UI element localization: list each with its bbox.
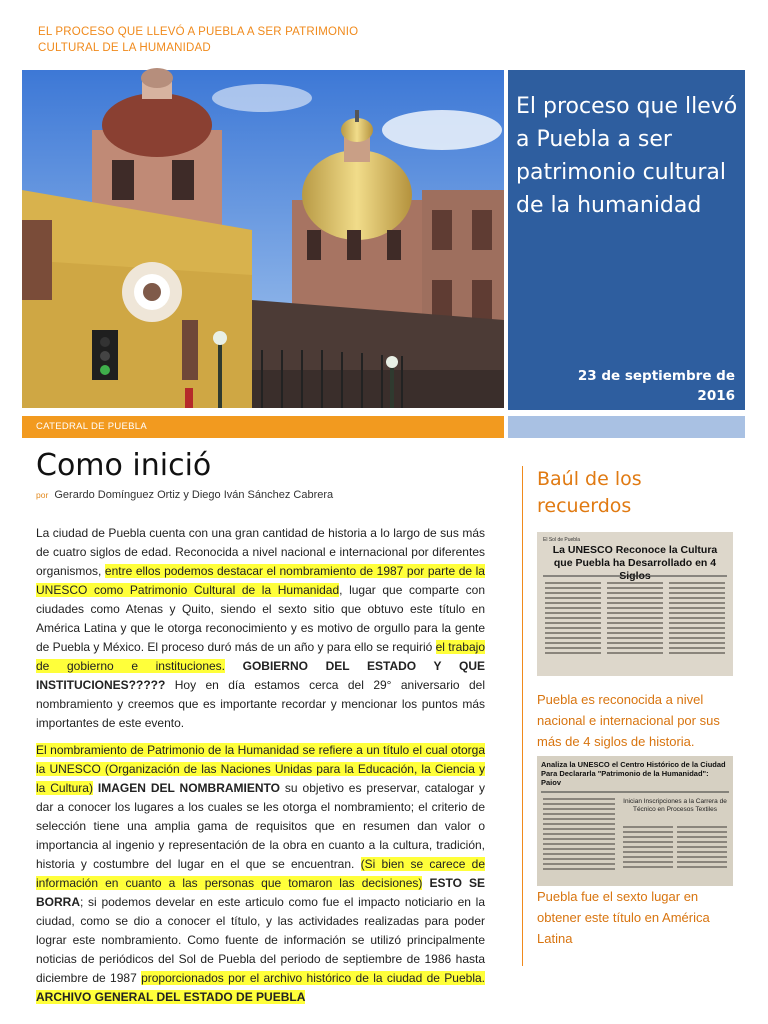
document-header xyxy=(38,24,368,56)
byline-prefix: por xyxy=(36,490,49,500)
text-span: La ciudad de Puebla cuenta con una gran cantidad de historia a lo largo de sus más de cuatro siglos de edad. Reconocida a nivel nacional e internacional por diferentes organismos, xyxy=(36,526,485,578)
clipping-2-caption: Puebla fue el sexto lugar en obtener este título en América Latina xyxy=(537,889,710,946)
accent-bar xyxy=(508,416,745,438)
sidebar-divider xyxy=(522,466,523,966)
clipping-1-headline: La UNESCO Reconoce la Cultura que Puebla ha Desarrollado en 4 Siglos xyxy=(552,544,718,582)
bold-note: ARCHIVO GENERAL DEL ESTADO DE PUEBLA xyxy=(36,990,306,1004)
text-span: Hoy en día estamos cerca del 29° aniversario del nombramiento y creemos que es importante recordar y mencionar los puntos más importantes de este evento. xyxy=(36,678,485,730)
sidebar-title: Baúl de los recuerdos xyxy=(537,468,642,517)
bold-note: GOBIERNO DEL ESTADO Y QUE INSTITUCIONES????? xyxy=(36,659,485,692)
photo-caption: CATEDRAL DE PUEBLA xyxy=(36,421,147,432)
highlighted-text: proporcionados por el archivo histórico de la ciudad de Puebla. xyxy=(141,971,485,985)
highlighted-text: (Si bien se carece de información en cuanto a las personas que tomaron las decisiones) xyxy=(36,857,485,890)
clipping-1-image xyxy=(537,532,733,676)
article-body xyxy=(36,524,485,1015)
title-panel xyxy=(508,70,745,410)
clipping-1-masthead: El Sol de Puebla xyxy=(543,537,580,544)
clipping-2-headline: Analiza la UNESCO el Centro Histórico de la Ciudad Para Declararla "Patrimonio de la Humanidad": Paiov xyxy=(541,760,726,787)
highlighted-text: El nombramiento de Patrimonio de la Humanidad se refiere a un título el cual otorga la UNESCO (Organización de las Naciones Unidas para la Educación, la Ciencia y la Cultura) xyxy=(36,743,485,795)
cathedral-photo xyxy=(22,70,504,408)
date-line-1: 23 de septiembre de xyxy=(577,368,735,384)
text-span: su objetivo es preservar, catalogar y dar a conocer los lugares a los cuales se les otorga el nombramiento; el criterio de selección tiene una amplia gama de requisitos que en resumen dan valor o importancia al ingenio y representación de la obra en cuanto a la cultura, tradición, historia y costumbre del lugar en el que se encuentran. xyxy=(36,781,485,871)
clipping-1-caption: Puebla es reconocida a nivel nacional e internacional por sus más de 4 siglos de historia. xyxy=(537,692,720,749)
highlighted-text: entre ellos podemos destacar el nombramiento de 1987 por parte de la UNESCO como Patrimonio Cultural de la Humanidad xyxy=(36,564,485,597)
highlighted-text: el trabajo de gobierno e instituciones. xyxy=(36,640,485,673)
header-line-2: CULTURAL DE LA HUMANIDAD xyxy=(38,42,211,54)
newspaper-clipping-2 xyxy=(537,756,733,886)
cathedral-illustration xyxy=(22,70,504,408)
date-line-2: 2016 xyxy=(697,388,735,404)
clipping-2-image xyxy=(537,756,733,886)
photo-caption-bar xyxy=(22,416,504,438)
byline xyxy=(36,489,333,501)
byline-authors: Gerardo Domínguez Ortiz y Diego Iván Sánchez Cabrera xyxy=(54,489,334,501)
clipping-2-subhead: Inician Inscripciones a la Carrera de Técnico en Procesos Textiles xyxy=(623,798,727,813)
paragraph-2 xyxy=(36,741,485,1007)
newspaper-clipping-1 xyxy=(537,532,733,676)
text-span: ; si podemos develar en este articulo como fue el impacto noticiario en la ciudad, como se dio a conocer el título, y las actividades realizadas para poder lograr este nombramiento. Como fuente de información se utilizó principalmente noticias de periódicos del Sol de Puebla del periodo de septiembre de 1986 hasta diciembre de 1987 xyxy=(36,895,485,985)
document-title: El proceso que llevó a Puebla a ser patrimonio cultural de la humanidad xyxy=(516,94,738,218)
bold-note: IMAGEN DEL NOMBRAMIENTO xyxy=(92,781,280,795)
bold-note: ESTO SE BORRA xyxy=(36,876,485,909)
article-title: Como inició xyxy=(36,448,212,483)
publication-date xyxy=(535,366,735,406)
paragraph-1 xyxy=(36,524,485,733)
text-span: , lugar que comparte con ciudades como Atenas y Quito, siendo el sexto sitio que obtuvo este título en América Latina y que le otorga reconocimiento y es motivo de orgullo para la gente de Puebla y México. El proceso duró más de un año y para ello se requirió xyxy=(36,583,486,654)
header-line-1: EL PROCESO QUE LLEVÓ A PUEBLA A SER PATRIMONIO xyxy=(38,26,359,38)
